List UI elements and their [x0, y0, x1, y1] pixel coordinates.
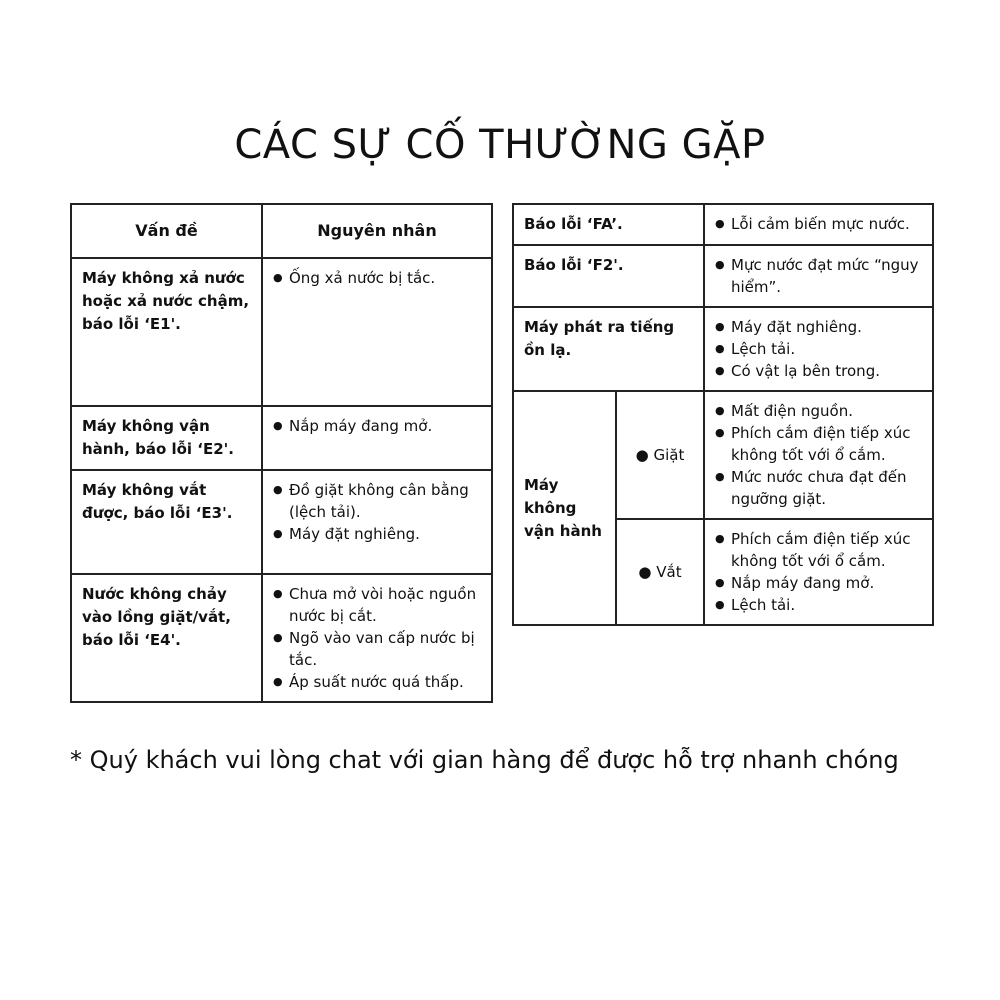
problem-cell: Máy không xả nước hoặc xả nước chậm, báo lỗi ‘E1'.	[71, 258, 262, 406]
problem-cell: Máy phát ra tiếng ồn lạ.	[513, 307, 704, 391]
cause-item: ● Máy đặt nghiêng.	[715, 316, 922, 338]
cause-item: ● Phích cắm điện tiếp xúc không tốt với ổ cắm.	[715, 528, 922, 572]
cause-cell	[262, 406, 492, 470]
header-problem: Vấn đề	[71, 204, 262, 258]
cause-item: ● Nắp máy đang mở.	[715, 572, 922, 594]
cause-item: ● Lệch tải.	[715, 338, 922, 360]
table-row	[513, 245, 933, 307]
table-row	[71, 406, 492, 470]
table-row	[71, 258, 492, 406]
cause-item: ● Mức nước chưa đạt đến ngưỡng giặt.	[715, 466, 922, 510]
cause-cell	[262, 470, 492, 574]
subrow-label-wash: ● Giặt	[616, 391, 704, 519]
problem-cell: Báo lỗi ‘F2'.	[513, 245, 704, 307]
page-title: CÁC SỰ CỐ THƯỜNG GẶP	[234, 122, 766, 168]
problem-cell: Báo lỗi ‘FA’.	[513, 204, 704, 245]
problem-cell: Nước không chảy vào lồng giặt/vắt, báo lỗi ‘E4'.	[71, 574, 262, 702]
cause-cell	[704, 307, 933, 391]
right-troubleshooting-table	[512, 203, 934, 626]
problem-cell: Máy không vận hành, báo lỗi ‘E2'.	[71, 406, 262, 470]
cause-item: ● Đồ giặt không cân bằng (lệch tải).	[273, 479, 481, 523]
cause-cell	[262, 574, 492, 702]
left-troubleshooting-table	[70, 203, 493, 703]
cause-item: ● Ngõ vào van cấp nước bị tắc.	[273, 627, 481, 671]
cause-item: ● Mực nước đạt mức “nguy hiểm”.	[715, 254, 922, 298]
cause-item: ● Mất điện nguồn.	[715, 400, 922, 422]
problem-cell: Máy không vắt được, báo lỗi ‘E3'.	[71, 470, 262, 574]
support-note: * Quý khách vui lòng chat với gian hàng để được hỗ trợ nhanh chóng	[70, 746, 899, 774]
cause-item: ● Phích cắm điện tiếp xúc không tốt với ổ cắm.	[715, 422, 922, 466]
cause-item: ● Ống xả nước bị tắc.	[273, 267, 481, 289]
cause-item: ● Lỗi cảm biến mực nước.	[715, 213, 922, 235]
header-cause: Nguyên nhân	[262, 204, 492, 258]
table-row	[513, 204, 933, 245]
cause-item: ● Có vật lạ bên trong.	[715, 360, 922, 382]
cause-cell	[704, 391, 933, 519]
cause-cell	[704, 519, 933, 625]
table-row	[71, 470, 492, 574]
table-row	[71, 574, 492, 702]
table-header-row	[71, 204, 492, 258]
group-problem-cell: Máy không vận hành	[513, 391, 616, 625]
cause-item: ● Nắp máy đang mở.	[273, 415, 481, 437]
cause-cell	[704, 245, 933, 307]
cause-item: ● Áp suất nước quá thấp.	[273, 671, 481, 693]
cause-item: ● Lệch tải.	[715, 594, 922, 616]
subrow-label-spin: ● Vắt	[616, 519, 704, 625]
cause-cell	[262, 258, 492, 406]
table-row	[513, 307, 933, 391]
cause-cell	[704, 204, 933, 245]
cause-item: ● Máy đặt nghiêng.	[273, 523, 481, 545]
table-row	[513, 391, 933, 519]
cause-item: ● Chưa mở vòi hoặc nguồn nước bị cắt.	[273, 583, 481, 627]
